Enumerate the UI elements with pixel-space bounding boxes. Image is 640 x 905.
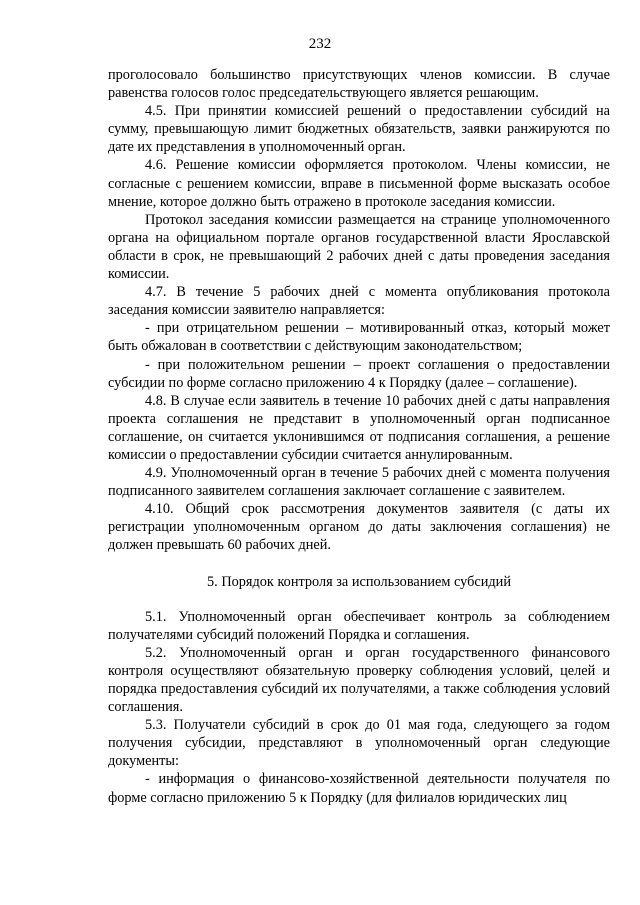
paragraph-4-10: 4.10. Общий срок рассмотрения документов заявителя (с даты их регистрации уполномоченным органом до даты заключения соглашения) не должен превышать 60 рабочих дней. <box>108 501 610 554</box>
paragraph-protocol: Протокол заседания комиссии размещается на странице уполномоченного органа на официальном портале органов государственной власти Ярославской области в срок, не превышающий 2 рабочих дней с даты проведения заседания комиссии. <box>108 211 610 283</box>
list-item-negative-decision: - при отрицательном решении – мотивированный отказ, который может быть обжалован в соответствии с действующим законодательством; <box>108 320 610 355</box>
paragraph-4-8: 4.8. В случае если заявитель в течение 10 рабочих дней с даты направления проекта соглашения не представит в уполномоченный орган подписанное соглашение, он считается уклонившимся от подписания соглашения, а решение комиссии о предоставлении субсидии считается аннулированным. <box>108 392 610 463</box>
paragraph-4-9: 4.9. Уполномоченный орган в течение 5 рабочих дней с момента получения подписанного заявителем соглашения заключает соглашение с заявителем. <box>108 465 610 500</box>
paragraph-4-6: 4.6. Решение комиссии оформляется протоколом. Члены комиссии, не согласные с решением комиссии, вправе в письменной форме высказать особое мнение, которое должно быть отражено в протоколе заседания комиссии. <box>108 157 610 210</box>
paragraph-5-1: 5.1. Уполномоченный орган обеспечивает контроль за соблюдением получателями субсидий положений Порядка и соглашения. <box>108 608 610 643</box>
paragraph-continuation: проголосовало большинство присутствующих членов комиссии. В случае равенства голосов голос председательствующего является решающим. <box>108 67 610 102</box>
paragraph-5-2: 5.2. Уполномоченный орган и орган государственного финансового контроля осуществляют обязательную проверку соблюдения условий, целей и порядка предоставления субсидий их получателями, а также соблюдения условий соглашения. <box>108 644 610 716</box>
paragraph-4-5: 4.5. При принятии комиссией решений о предоставлении субсидий на сумму, превышающую лимит бюджетных обязательств, заявки ранжируются по дате их представления в уполномоченный орган. <box>108 103 610 156</box>
page-number: 232 <box>308 36 332 52</box>
section-heading: 5. Порядок контроля за использованием субсидий <box>207 573 511 590</box>
paragraph-5-3: 5.3. Получатели субсидий в срок до 01 мая года, следующего за годом получения субсидии, представляют в уполномоченный орган следующие документы: <box>108 717 610 770</box>
list-item-positive-decision: - при положительном решении – проект соглашения о предоставлении субсидии по форме согласно приложению 4 к Порядку (далее – соглашение). <box>108 356 610 391</box>
document-body <box>108 66 610 807</box>
list-item-financial-info: - информация о финансово-хозяйственной деятельности получателя по форме согласно приложению 5 к Порядку (для филиалов юридических лиц <box>108 771 610 806</box>
paragraph-4-7: 4.7. В течение 5 рабочих дней с момента опубликования протокола заседания комиссии заявителю направляется: <box>108 284 610 319</box>
